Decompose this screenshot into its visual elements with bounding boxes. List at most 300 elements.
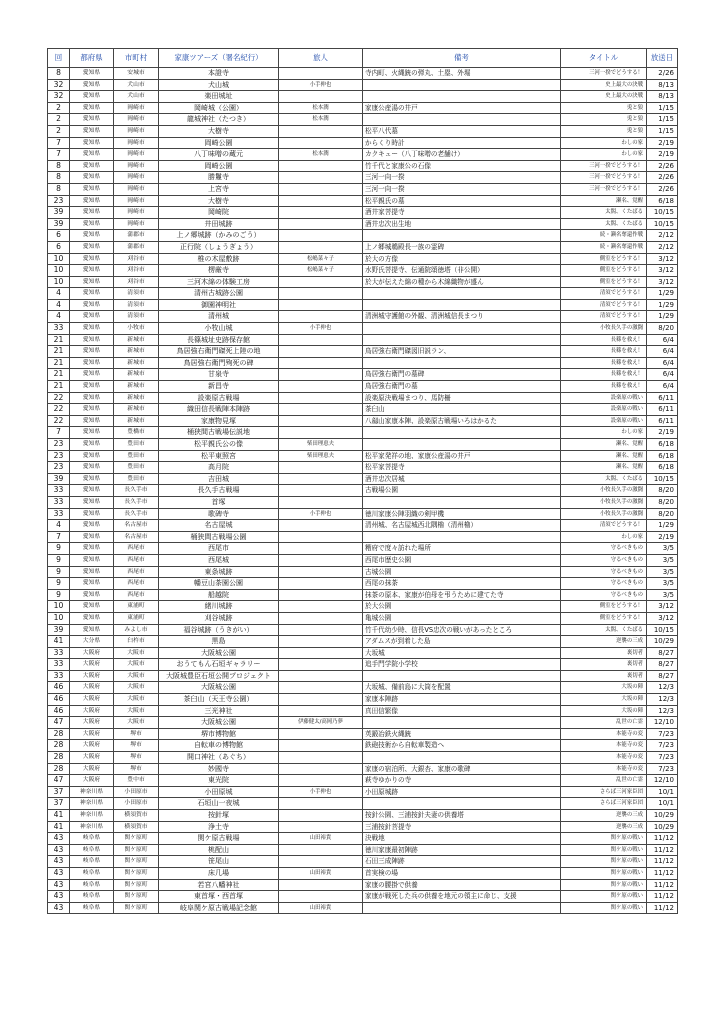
city-cell: 堺市 [114, 763, 159, 775]
title-cell: 側室をどうする！ [561, 276, 647, 288]
table-row [48, 589, 678, 601]
site-cell: 御園神明社 [159, 299, 279, 311]
prefecture-cell: 大阪府 [70, 740, 114, 752]
prefecture-cell: 大阪府 [70, 647, 114, 659]
guest-cell [279, 172, 363, 184]
guest-cell [279, 334, 363, 346]
prefecture-cell: 大阪府 [70, 752, 114, 764]
air-date-cell: 6/18 [647, 439, 678, 451]
site-cell: 設楽原古戦場 [159, 392, 279, 404]
city-cell: 名古屋市 [114, 531, 159, 543]
city-cell: 新城市 [114, 346, 159, 358]
table-row [48, 288, 678, 300]
city-cell: 横須賀市 [114, 821, 159, 833]
prefecture-cell: 愛知県 [70, 79, 114, 91]
air-date-cell: 10/29 [647, 636, 678, 648]
episode-cell: 39 [48, 473, 70, 485]
title-cell: 瀬名、覚醒 [561, 462, 647, 474]
table-row [48, 752, 678, 764]
air-date-cell: 6/18 [647, 195, 678, 207]
episode-cell: 28 [48, 763, 70, 775]
note-cell: 竹千代幼少時、信長VS忠次の戦いがあったところ [363, 624, 561, 636]
note-cell: 茶臼山 [363, 404, 561, 416]
site-cell: 上ノ郷城跡（かみのごう） [159, 230, 279, 242]
guest-cell [279, 137, 363, 149]
episode-cell: 4 [48, 311, 70, 323]
site-cell: 高月院 [159, 462, 279, 474]
site-cell: 井田城跡 [159, 218, 279, 230]
prefecture-cell: 愛知県 [70, 566, 114, 578]
episode-cell: 43 [48, 844, 70, 856]
table-row [48, 775, 678, 787]
air-date-cell: 12/10 [647, 717, 678, 729]
site-cell: 関ケ原古戦場 [159, 833, 279, 845]
note-cell: 大坂城 [363, 647, 561, 659]
note-cell: 抹茶の原本、家康が伯母を弔うために建てた寺 [363, 589, 561, 601]
episode-cell: 23 [48, 439, 70, 451]
site-cell: 長久手古戦場 [159, 485, 279, 497]
table-row [48, 867, 678, 879]
episode-cell: 7 [48, 531, 70, 543]
title-cell: わしの家 [561, 531, 647, 543]
air-date-cell: 10/15 [647, 207, 678, 219]
episode-cell: 21 [48, 357, 70, 369]
air-date-cell: 8/13 [647, 91, 678, 103]
prefecture-cell: 愛知県 [70, 369, 114, 381]
site-cell: 龍城神社（たつき） [159, 114, 279, 126]
table-row [48, 578, 678, 590]
air-date-cell: 7/23 [647, 752, 678, 764]
note-cell: 首実検の場 [363, 867, 561, 879]
title-cell: わしの家 [561, 149, 647, 161]
city-cell: 刈谷市 [114, 265, 159, 277]
guest-cell [279, 357, 363, 369]
prefecture-cell: 愛知県 [70, 288, 114, 300]
table-row [48, 415, 678, 427]
table-row [48, 218, 678, 230]
title-cell: 続・瀬名奪還作戦 [561, 241, 647, 253]
note-cell: 鉄砲技術から自転車製造へ [363, 740, 561, 752]
guest-cell [279, 578, 363, 590]
note-cell: 家康が戦死した兵の供養を地元の領主に命じ、支援 [363, 891, 561, 903]
note-cell: 西尾市歴史公園 [363, 554, 561, 566]
air-date-cell: 2/12 [647, 230, 678, 242]
site-cell: 岡崎公園 [159, 160, 279, 172]
table-row [48, 821, 678, 833]
city-cell: 関ケ原町 [114, 891, 159, 903]
city-cell: 岡崎市 [114, 102, 159, 114]
prefecture-cell: 岐阜県 [70, 879, 114, 891]
note-cell: 徳川家康最初陣跡 [363, 844, 561, 856]
note-cell: 決戦地 [363, 833, 561, 845]
site-cell: 東条城跡 [159, 566, 279, 578]
site-cell: 大樹寺 [159, 195, 279, 207]
site-cell: 大阪城公園 [159, 682, 279, 694]
table-row [48, 357, 678, 369]
guest-cell [279, 369, 363, 381]
title-cell: 瀬名、覚醒 [561, 195, 647, 207]
air-date-cell: 8/20 [647, 485, 678, 497]
table-row [48, 311, 678, 323]
title-cell: 本能寺の変 [561, 752, 647, 764]
table-row [48, 763, 678, 775]
prefecture-cell: 大阪府 [70, 763, 114, 775]
episode-cell: 41 [48, 636, 70, 648]
guest-cell [279, 91, 363, 103]
city-cell: 蒲郡市 [114, 241, 159, 253]
table-row [48, 659, 678, 671]
episode-cell: 9 [48, 554, 70, 566]
prefecture-cell: 愛知県 [70, 160, 114, 172]
note-cell [363, 427, 561, 439]
table-row [48, 276, 678, 288]
prefecture-cell: 愛知県 [70, 241, 114, 253]
air-date-cell: 6/18 [647, 462, 678, 474]
guest-cell [279, 381, 363, 393]
note-cell: 糟府で度々訪れた場所 [363, 543, 561, 555]
air-date-cell: 3/5 [647, 589, 678, 601]
title-cell: 三河一揆でどうする！ [561, 183, 647, 195]
episode-cell: 21 [48, 381, 70, 393]
site-cell: 幡豆山茶園公園 [159, 578, 279, 590]
site-cell: 鳥居強右衛門磔死上陸の地 [159, 346, 279, 358]
city-cell: 大阪市 [114, 705, 159, 717]
episode-cell: 37 [48, 798, 70, 810]
table-row [48, 624, 678, 636]
site-cell: 堺市博物館 [159, 728, 279, 740]
title-cell: 続・瀬名奪還作戦 [561, 230, 647, 242]
site-cell: おうてもん石垣ギャラリー [159, 659, 279, 671]
site-cell: 福谷城跡（うきがい） [159, 624, 279, 636]
table-row [48, 508, 678, 520]
title-cell: さらば三河家臣団 [561, 798, 647, 810]
guest-cell [279, 647, 363, 659]
guest-cell: 松嶋菜々子 [279, 253, 363, 265]
prefecture-cell: 大阪府 [70, 717, 114, 729]
guest-cell [279, 531, 363, 543]
air-date-cell: 2/19 [647, 531, 678, 543]
air-date-cell: 3/12 [647, 276, 678, 288]
city-cell: 大阪市 [114, 717, 159, 729]
note-cell: 松平家菩提寺 [363, 462, 561, 474]
title-cell: 関ケ原の戦い [561, 891, 647, 903]
air-date-cell: 1/29 [647, 520, 678, 532]
table-row [48, 183, 678, 195]
guest-cell [279, 207, 363, 219]
table-row [48, 636, 678, 648]
city-cell: 堺市 [114, 752, 159, 764]
title-cell: 乱世の亡霊 [561, 775, 647, 787]
note-cell: 家康の腰掛で供養 [363, 879, 561, 891]
episode-cell: 4 [48, 520, 70, 532]
guest-cell [279, 415, 363, 427]
site-cell: 桶狭間古戦場伝説地 [159, 427, 279, 439]
title-cell: 守るべきもの [561, 589, 647, 601]
site-cell: 小田原城 [159, 786, 279, 798]
site-cell: 黒島 [159, 636, 279, 648]
air-date-cell: 8/27 [647, 670, 678, 682]
title-cell: 逆襲の三成 [561, 636, 647, 648]
city-cell: 小田原市 [114, 798, 159, 810]
prefecture-cell: 愛知県 [70, 195, 114, 207]
prefecture-cell: 愛知県 [70, 485, 114, 497]
site-cell: 名古屋城 [159, 520, 279, 532]
table-row [48, 798, 678, 810]
note-cell: 酒井忠次出生地 [363, 218, 561, 230]
site-cell: 大樹寺 [159, 125, 279, 137]
air-date-cell: 1/15 [647, 125, 678, 137]
title-cell: 側室をどうする！ [561, 601, 647, 613]
guest-cell [279, 404, 363, 416]
episode-cell: 43 [48, 902, 70, 914]
site-cell: 桃配山 [159, 844, 279, 856]
table-row [48, 265, 678, 277]
table-body [48, 68, 678, 914]
site-cell: 浄土寺 [159, 821, 279, 833]
air-date-cell: 11/12 [647, 879, 678, 891]
title-cell: 小牧長久手の激闘 [561, 508, 647, 520]
air-date-cell: 10/29 [647, 821, 678, 833]
title-cell: 瀬名、覚醒 [561, 439, 647, 451]
prefecture-cell: 愛知県 [70, 311, 114, 323]
table-row [48, 612, 678, 624]
table-row [48, 102, 678, 114]
air-date-cell: 2/19 [647, 137, 678, 149]
header-guest: 旅人 [279, 49, 363, 68]
title-cell: 本能寺の変 [561, 740, 647, 752]
title-cell: 小牧長久手の激闘 [561, 323, 647, 335]
episode-cell: 21 [48, 369, 70, 381]
prefecture-cell: 愛知県 [70, 253, 114, 265]
guest-cell [279, 276, 363, 288]
city-cell: 大阪市 [114, 670, 159, 682]
table-row [48, 172, 678, 184]
guest-cell [279, 856, 363, 868]
city-cell: 犬山市 [114, 79, 159, 91]
prefecture-cell: 大阪府 [70, 728, 114, 740]
city-cell: 岡崎市 [114, 218, 159, 230]
air-date-cell: 3/5 [647, 543, 678, 555]
episode-cell: 33 [48, 323, 70, 335]
episode-cell: 22 [48, 404, 70, 416]
guest-cell [279, 543, 363, 555]
title-cell: 関ケ原の戦い [561, 856, 647, 868]
table-row [48, 346, 678, 358]
title-cell: 兎と狼 [561, 125, 647, 137]
city-cell: 横須賀市 [114, 810, 159, 822]
guest-cell: 山田裕貴 [279, 867, 363, 879]
episode-cell: 21 [48, 334, 70, 346]
prefecture-cell: 神奈川県 [70, 798, 114, 810]
episode-cell: 22 [48, 415, 70, 427]
note-cell: 於大公園 [363, 601, 561, 613]
guest-cell [279, 68, 363, 80]
guest-cell [279, 659, 363, 671]
table-row [48, 137, 678, 149]
episode-cell: 39 [48, 207, 70, 219]
title-cell: 史上最大の決戦 [561, 91, 647, 103]
title-cell: 兎と狼 [561, 102, 647, 114]
air-date-cell: 6/4 [647, 346, 678, 358]
note-cell: 西尾の抹茶 [363, 578, 561, 590]
city-cell: 長久手市 [114, 508, 159, 520]
prefecture-cell: 大阪府 [70, 705, 114, 717]
prefecture-cell: 愛知県 [70, 404, 114, 416]
title-cell: 長篠を救え！ [561, 369, 647, 381]
air-date-cell: 10/15 [647, 218, 678, 230]
guest-cell [279, 891, 363, 903]
episode-cell: 41 [48, 821, 70, 833]
note-cell: 上ノ郷城鵜殿長一族の霊碑 [363, 241, 561, 253]
prefecture-cell: 愛知県 [70, 381, 114, 393]
prefecture-cell: 大阪府 [70, 694, 114, 706]
title-cell: 太閤、くたばる [561, 624, 647, 636]
episode-cell: 43 [48, 856, 70, 868]
episode-cell: 21 [48, 346, 70, 358]
title-cell: 関ケ原の戦い [561, 844, 647, 856]
prefecture-cell: 神奈川県 [70, 786, 114, 798]
site-cell: 三河木綿の体験工房 [159, 276, 279, 288]
city-cell: 関ケ原町 [114, 856, 159, 868]
table-row [48, 207, 678, 219]
site-cell: 八丁味噌の蔵元 [159, 149, 279, 161]
city-cell: 名古屋市 [114, 520, 159, 532]
city-cell: 岡崎市 [114, 183, 159, 195]
title-cell: 設楽原の戦い [561, 415, 647, 427]
guest-cell: 小手伸也 [279, 79, 363, 91]
city-cell: 豊田市 [114, 450, 159, 462]
episode-cell: 46 [48, 705, 70, 717]
note-cell [363, 902, 561, 914]
episode-cell: 33 [48, 496, 70, 508]
episode-cell: 7 [48, 137, 70, 149]
guest-cell: 松本潤 [279, 114, 363, 126]
city-cell: 犬山市 [114, 91, 159, 103]
site-cell: 西尾城 [159, 554, 279, 566]
episode-cell: 28 [48, 728, 70, 740]
title-cell: 側室をどうする！ [561, 265, 647, 277]
title-cell: 兎と狼 [561, 114, 647, 126]
prefecture-cell: 愛知県 [70, 68, 114, 80]
episode-cell: 33 [48, 647, 70, 659]
guest-cell: 小手伸也 [279, 786, 363, 798]
table-row [48, 79, 678, 91]
site-cell: 首塚 [159, 496, 279, 508]
table-row [48, 520, 678, 532]
episode-location-table-sheet [47, 48, 677, 914]
table-row [48, 450, 678, 462]
site-cell: 松平親氏公の像 [159, 439, 279, 451]
site-cell: 緒川城跡 [159, 601, 279, 613]
prefecture-cell: 愛知県 [70, 554, 114, 566]
note-cell [363, 496, 561, 508]
table-row [48, 670, 678, 682]
prefecture-cell: 愛知県 [70, 172, 114, 184]
guest-cell [279, 125, 363, 137]
note-cell [363, 323, 561, 335]
header-city: 市町村 [114, 49, 159, 68]
prefecture-cell: 愛知県 [70, 531, 114, 543]
air-date-cell: 3/12 [647, 612, 678, 624]
city-cell: 東浦町 [114, 612, 159, 624]
episode-cell: 10 [48, 253, 70, 265]
air-date-cell: 11/12 [647, 867, 678, 879]
note-cell: カクキュー（八丁味噌の老舗け） [363, 149, 561, 161]
episode-cell: 4 [48, 299, 70, 311]
note-cell: 家康の宿泊所、大銀杏、家康の歌碑 [363, 763, 561, 775]
episode-cell: 46 [48, 682, 70, 694]
title-cell: 側室をどうする！ [561, 253, 647, 265]
air-date-cell: 3/12 [647, 601, 678, 613]
episode-cell: 47 [48, 717, 70, 729]
note-cell: 八劔山家康本陣、設楽原古戦場いろはかるた [363, 415, 561, 427]
episode-cell: 8 [48, 160, 70, 172]
episode-cell: 8 [48, 183, 70, 195]
table-row [48, 299, 678, 311]
guest-cell [279, 728, 363, 740]
note-cell: からくり時計 [363, 137, 561, 149]
air-date-cell: 2/26 [647, 68, 678, 80]
prefecture-cell: 愛知県 [70, 473, 114, 485]
episode-cell: 43 [48, 867, 70, 879]
table-row [48, 856, 678, 868]
prefecture-cell: 愛知県 [70, 230, 114, 242]
episode-cell: 7 [48, 149, 70, 161]
episode-cell: 41 [48, 810, 70, 822]
site-cell: 本證寺 [159, 68, 279, 80]
site-cell: 若宮八幡神社 [159, 879, 279, 891]
title-cell: 本能寺の変 [561, 763, 647, 775]
episode-cell: 33 [48, 485, 70, 497]
air-date-cell: 10/15 [647, 473, 678, 485]
guest-cell [279, 740, 363, 752]
episode-cell: 6 [48, 241, 70, 253]
prefecture-cell: 岐阜県 [70, 891, 114, 903]
city-cell: 豊中市 [114, 775, 159, 787]
site-cell: 大阪城公園 [159, 717, 279, 729]
air-date-cell: 6/11 [647, 415, 678, 427]
guest-cell [279, 230, 363, 242]
prefecture-cell: 愛知県 [70, 149, 114, 161]
guest-cell [279, 694, 363, 706]
title-cell: 守るべきもの [561, 554, 647, 566]
site-cell: 船越院 [159, 589, 279, 601]
city-cell: 関ケ原町 [114, 844, 159, 856]
episode-cell: 32 [48, 91, 70, 103]
table-row [48, 253, 678, 265]
episode-cell: 4 [48, 288, 70, 300]
title-cell: 史上最大の決戦 [561, 79, 647, 91]
title-cell: 設楽原の戦い [561, 404, 647, 416]
prefecture-cell: 愛知県 [70, 392, 114, 404]
note-cell: 萩寺ゆかりの寺 [363, 775, 561, 787]
guest-cell [279, 612, 363, 624]
table-row [48, 810, 678, 822]
note-cell [363, 357, 561, 369]
prefecture-cell: 愛知県 [70, 612, 114, 624]
table-row [48, 334, 678, 346]
city-cell: 新城市 [114, 392, 159, 404]
air-date-cell: 2/26 [647, 172, 678, 184]
prefecture-cell: 大阪府 [70, 775, 114, 787]
title-cell: 長篠を救え！ [561, 346, 647, 358]
guest-cell [279, 601, 363, 613]
title-cell: 長篠を救え！ [561, 381, 647, 393]
city-cell: 岡崎市 [114, 160, 159, 172]
prefecture-cell: 愛知県 [70, 125, 114, 137]
episode-cell: 47 [48, 775, 70, 787]
air-date-cell: 12/10 [647, 775, 678, 787]
